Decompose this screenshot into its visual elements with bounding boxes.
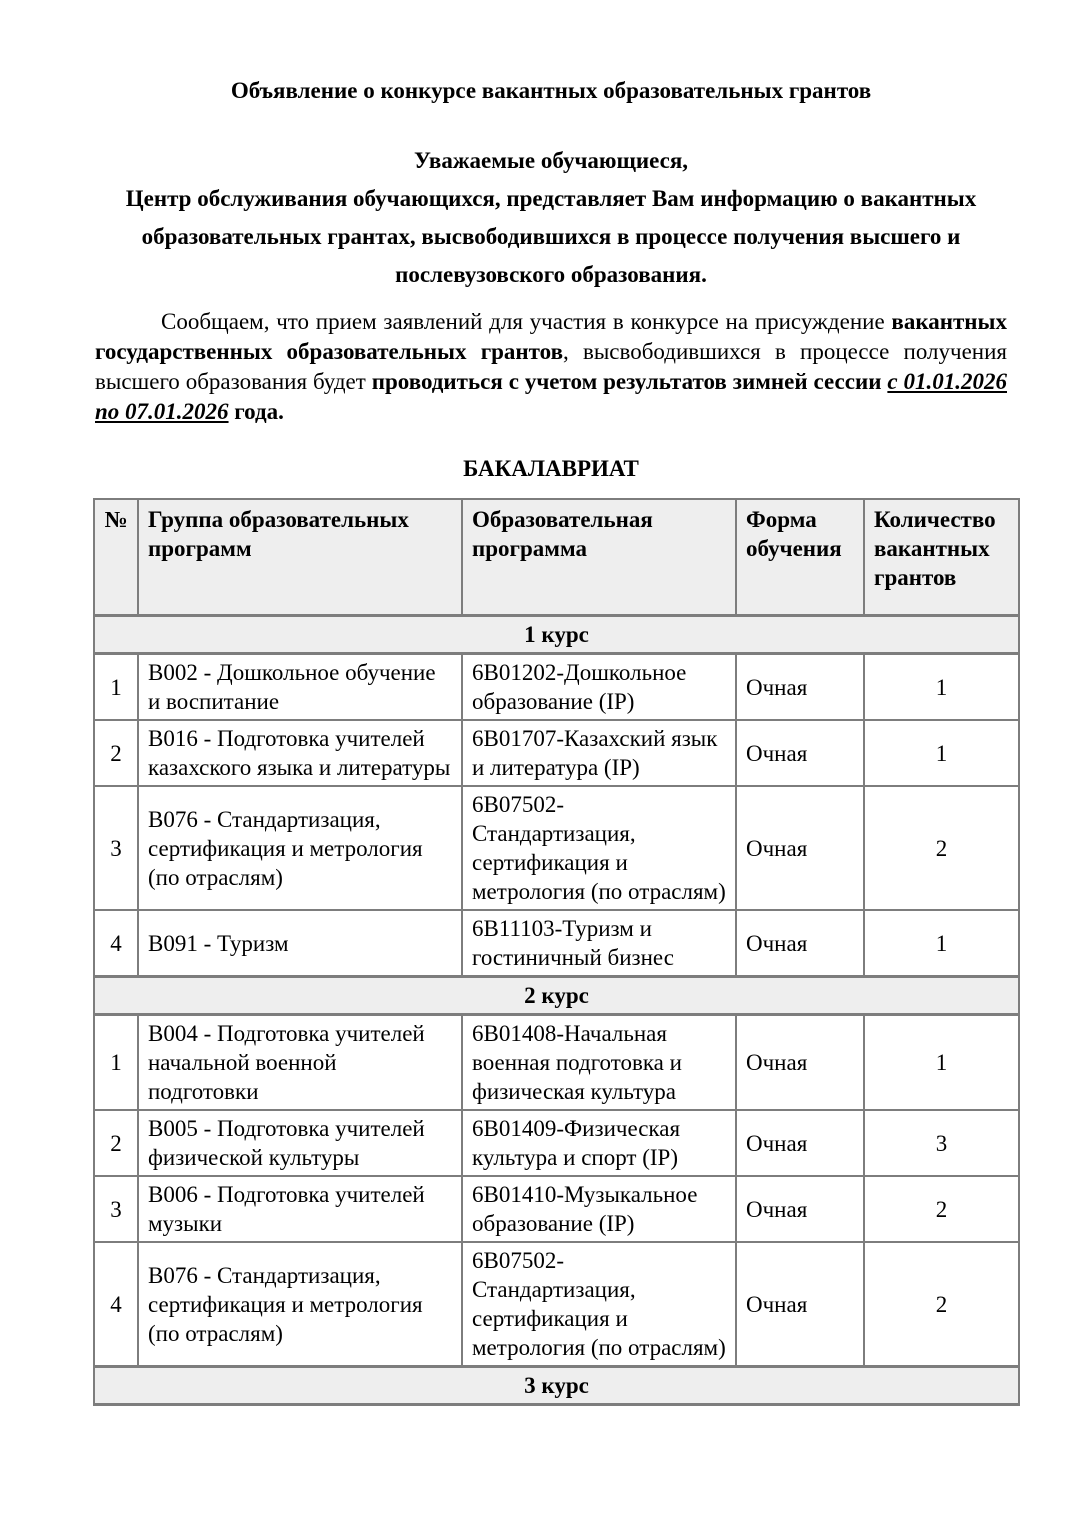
cell-row-number: 1 xyxy=(94,654,138,721)
cell-group: В005 - Подготовка учителей физической культуры xyxy=(138,1110,462,1176)
cell-study-form: Очная xyxy=(736,910,864,977)
cell-program: 6В11103-Туризм и гостиничный бизнес xyxy=(462,910,736,977)
announcement-bold-phrase2: проводиться с учетом результатов зимней сессии xyxy=(371,369,888,394)
course-section-row xyxy=(94,616,1019,654)
cell-study-form: Очная xyxy=(736,1015,864,1111)
column-header-number: № xyxy=(94,499,138,616)
cell-grant-count: 2 xyxy=(864,1176,1019,1242)
cell-group: В016 - Подготовка учителей казахского языка и литературы xyxy=(138,720,462,786)
table-row xyxy=(94,786,1019,910)
cell-study-form: Очная xyxy=(736,1176,864,1242)
cell-group: В006 - Подготовка учителей музыки xyxy=(138,1176,462,1242)
cell-group: В002 - Дошкольное обучение и воспитание xyxy=(138,654,462,721)
cell-group: В076 - Стандартизация, сертификация и метрология (по отраслям) xyxy=(138,786,462,910)
column-header-study-form: Форма обучения xyxy=(736,499,864,616)
cell-row-number: 4 xyxy=(94,910,138,977)
cell-program: 6В07502-Стандартизация, сертификация и метрология (по отраслям) xyxy=(462,1242,736,1367)
cell-grant-count: 1 xyxy=(864,720,1019,786)
table-row xyxy=(94,910,1019,977)
announcement-part2: , высвободившихся в процессе получения высшего образования будет xyxy=(95,339,1007,394)
course-section-label: 2 курс xyxy=(94,977,1019,1015)
cell-group: В076 - Стандартизация, сертификация и метрология (по отраслям) xyxy=(138,1242,462,1367)
announcement-ending: года. xyxy=(228,399,284,424)
course-section-row xyxy=(94,977,1019,1015)
cell-program: 6В01409-Физическая культура и спорт (IP) xyxy=(462,1110,736,1176)
course-section-label: 3 курс xyxy=(94,1367,1019,1405)
table-row xyxy=(94,1015,1019,1111)
intro-text: Центр обслуживания обучающихся, представляет Вам информацию о вакантных образовательных грантах, высвободившихся в процессе получения высшего и послевузовского образования. xyxy=(125,186,977,287)
table-row xyxy=(94,1242,1019,1367)
announcement-paragraph xyxy=(95,307,1007,427)
table-row xyxy=(94,654,1019,721)
cell-row-number: 1 xyxy=(94,1015,138,1111)
table-header-row xyxy=(94,499,1019,616)
cell-group: В004 - Подготовка учителей начальной военной подготовки xyxy=(138,1015,462,1111)
cell-grant-count: 1 xyxy=(864,654,1019,721)
intro-block xyxy=(95,142,1007,294)
cell-program: 6В07502-Стандартизация, сертификация и метрология (по отраслям) xyxy=(462,786,736,910)
course-section-row xyxy=(94,1367,1019,1405)
cell-row-number: 2 xyxy=(94,720,138,786)
cell-row-number: 4 xyxy=(94,1242,138,1367)
announcement-date-range: с 01.01.2026 по 07.01.2026 xyxy=(95,369,1007,424)
column-header-grant-count: Количество вакантных грантов xyxy=(864,499,1019,616)
cell-grant-count: 1 xyxy=(864,910,1019,977)
cell-study-form: Очная xyxy=(736,720,864,786)
cell-grant-count: 2 xyxy=(864,786,1019,910)
section-heading-bachelor: БАКАЛАВРИАТ xyxy=(463,456,639,481)
announcement-bold-phrase1: вакантных государственных образовательных грантов xyxy=(95,309,1007,364)
column-header-group: Группа образовательных программ xyxy=(138,499,462,616)
cell-row-number: 2 xyxy=(94,1110,138,1176)
table-row xyxy=(94,1110,1019,1176)
course-section-label: 1 курс xyxy=(94,616,1019,654)
cell-study-form: Очная xyxy=(736,654,864,721)
cell-row-number: 3 xyxy=(94,786,138,910)
column-header-program: Образовательная программа xyxy=(462,499,736,616)
cell-grant-count: 3 xyxy=(864,1110,1019,1176)
cell-grant-count: 2 xyxy=(864,1242,1019,1367)
table-row xyxy=(94,720,1019,786)
cell-program: 6В01202-Дошкольное образование (IP) xyxy=(462,654,736,721)
cell-grant-count: 1 xyxy=(864,1015,1019,1111)
page-title: Объявление о конкурсе вакантных образовательных грантов xyxy=(230,78,872,103)
cell-program: 6В01410-Музыкальное образование (IP) xyxy=(462,1176,736,1242)
announcement-part1: Сообщаем, что прием заявлений для участия в конкурсе на присуждение xyxy=(161,309,892,334)
cell-program: 6В01408-Начальная военная подготовка и физическая культура xyxy=(462,1015,736,1111)
grants-table xyxy=(93,498,1020,1406)
intro-greeting: Уважаемые обучающиеся, xyxy=(413,148,689,173)
cell-study-form: Очная xyxy=(736,786,864,910)
cell-study-form: Очная xyxy=(736,1242,864,1367)
cell-row-number: 3 xyxy=(94,1176,138,1242)
cell-study-form: Очная xyxy=(736,1110,864,1176)
cell-program: 6В01707-Казахский язык и литература (IP) xyxy=(462,720,736,786)
table-row xyxy=(94,1176,1019,1242)
cell-group: В091 - Туризм xyxy=(138,910,462,977)
